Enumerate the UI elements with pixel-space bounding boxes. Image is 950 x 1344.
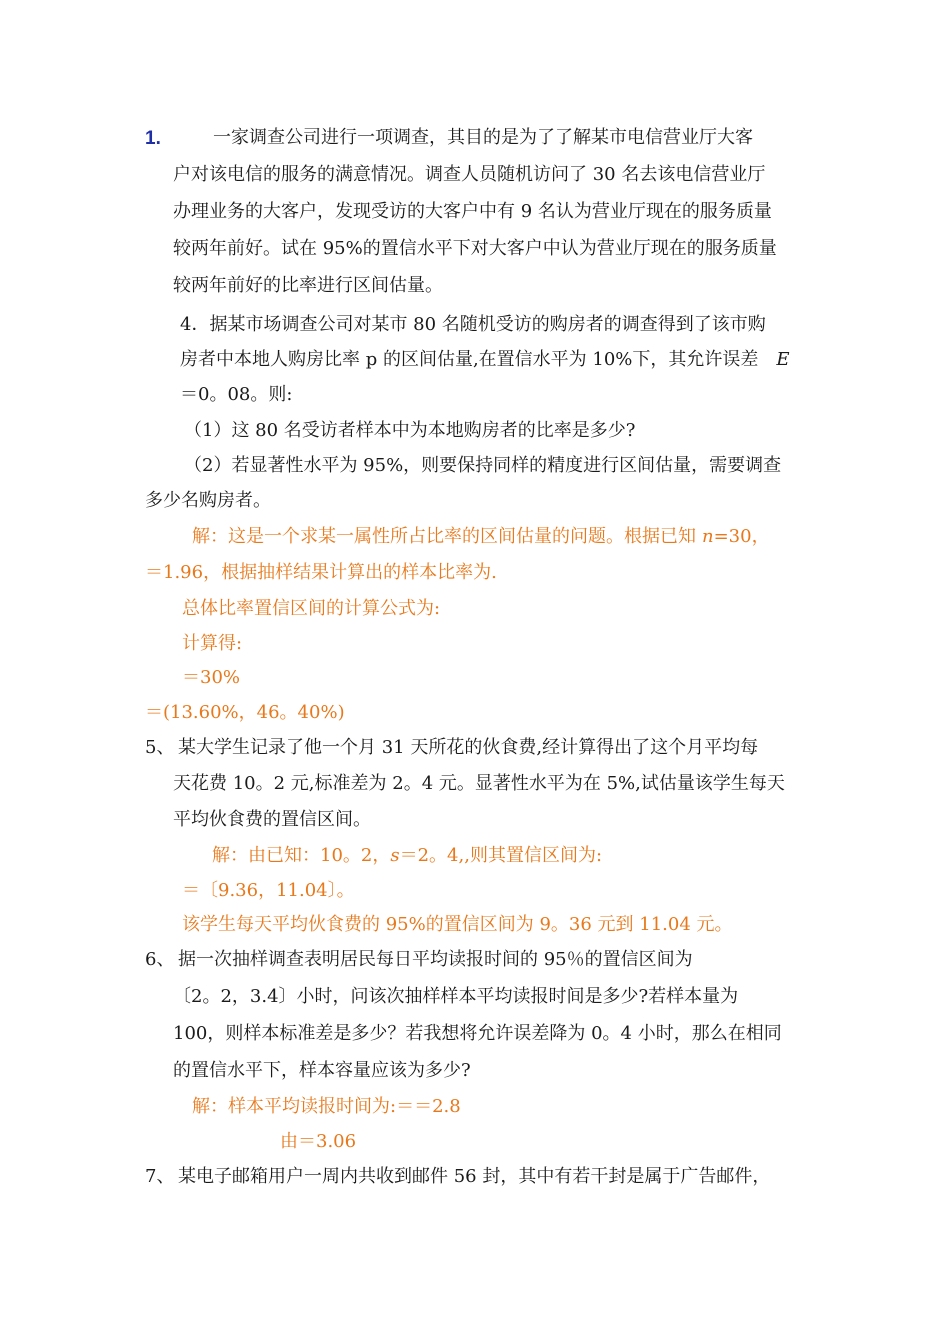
solution-1-line-1-end: =30， bbox=[713, 526, 770, 547]
question-4-subquestion-2: （2）若显著性水平为 95%，则要保持同样的精度进行区间估量，需要调查 bbox=[184, 455, 782, 476]
question-4-line-1: 4．据某市场调查公司对某市 80 名随机受访的购房者的调查得到了该市购 bbox=[180, 314, 766, 335]
solution-5-line-1-a: 解：由已知：10。2， bbox=[212, 845, 391, 866]
solution-1-line-1 bbox=[192, 526, 770, 548]
solution-5-line-3: 该学生每天平均伙食费的 95%的置信区间为 9。36 元到 11.04 元。 bbox=[182, 914, 733, 935]
question-1-line-1: 一家调查公司进行一项调查，其目的是为了了解某市电信营业厅大客 bbox=[213, 127, 753, 148]
solution-5-line-2: ＝〔9.36，11.04〕。 bbox=[182, 880, 355, 901]
question-1-line-5: 较两年前好的比率进行区间估量。 bbox=[173, 275, 443, 296]
error-variable-e: E bbox=[776, 349, 790, 370]
solution-1-line-6: ＝(13.60%，46。40%) bbox=[145, 702, 345, 723]
solution-1-line-4: 计算得: bbox=[182, 633, 243, 654]
question-4-subquestion-2-cont: 多少名购房者。 bbox=[145, 490, 271, 511]
solution-1-line-5: ＝30% bbox=[182, 667, 241, 688]
solution-6-line-2: 由＝3.06 bbox=[280, 1131, 357, 1152]
question-5-line-3: 平均伙食费的置信区间。 bbox=[173, 809, 371, 830]
question-4-line-2 bbox=[180, 349, 790, 371]
question-5-number: 5、 bbox=[145, 737, 175, 758]
question-1-line-3: 办理业务的大客户，发现受访的大客户中有 9 名认为营业厅现在的服务质量 bbox=[173, 201, 772, 222]
question-6-line-4: 的置信水平下，样本容量应该为多少? bbox=[173, 1060, 471, 1081]
solution-5-line-1 bbox=[212, 845, 602, 867]
question-5-line-1: 某大学生记录了他一个月 31 天所花的伙食费,经计算得出了这个月平均每 bbox=[178, 737, 759, 758]
question-1-line-4: 较两年前好。试在 95%的置信水平下对大客户中认为营业厅现在的服务质量 bbox=[173, 238, 777, 259]
solution-1-line-2: ＝1.96，根据抽样结果计算出的样本比率为. bbox=[145, 562, 497, 583]
question-4-line-2-text: 房者中本地人购房比率 p 的区间估量,在置信水平为 10%下，其允许误差 bbox=[180, 349, 759, 370]
sample-size-variable-n: n bbox=[702, 526, 714, 547]
question-4-line-3: ＝0。08。则: bbox=[180, 384, 293, 405]
question-1-line-2: 户对该电信的服务的满意情况。调查人员随机访问了 30 名去该电信营业厅 bbox=[173, 164, 766, 185]
question-1-number: 1. bbox=[145, 128, 161, 149]
solution-5-line-1-b: ＝2。4,,则其置信区间为: bbox=[399, 845, 603, 866]
question-6-line-3: 100，则样本标准差是多少？若我想将允许误差降为 0。4 小时，那么在相同 bbox=[173, 1023, 782, 1044]
std-dev-variable-s: s bbox=[390, 845, 400, 866]
question-6-number: 6、 bbox=[145, 949, 175, 970]
question-6-line-2: 〔2。2，3.4〕小时，问该次抽样样本平均读报时间是多少?若样本量为 bbox=[173, 986, 739, 1007]
question-7-number: 7、 bbox=[145, 1166, 175, 1187]
question-7-line-1: 某电子邮箱用户一周内共收到邮件 56 封，其中有若干封是属于广告邮件， bbox=[178, 1166, 771, 1187]
solution-1-line-1-text: 解：这是一个求某一属性所占比率的区间估量的问题。根据已知 bbox=[192, 526, 696, 547]
question-5-line-2: 天花费 10。2 元,标准差为 2。4 元。显著性水平为在 5%,试估量该学生每天 bbox=[173, 773, 785, 794]
solution-1-line-3: 总体比率置信区间的计算公式为: bbox=[182, 598, 441, 619]
question-6-line-1: 据一次抽样调查表明居民每日平均读报时间的 95％的置信区间为 bbox=[178, 949, 693, 970]
question-4-subquestion-1: （1）这 80 名受访者样本中为本地购房者的比率是多少? bbox=[184, 420, 636, 441]
solution-6-line-1: 解：样本平均读报时间为:＝＝2.8 bbox=[192, 1096, 461, 1117]
